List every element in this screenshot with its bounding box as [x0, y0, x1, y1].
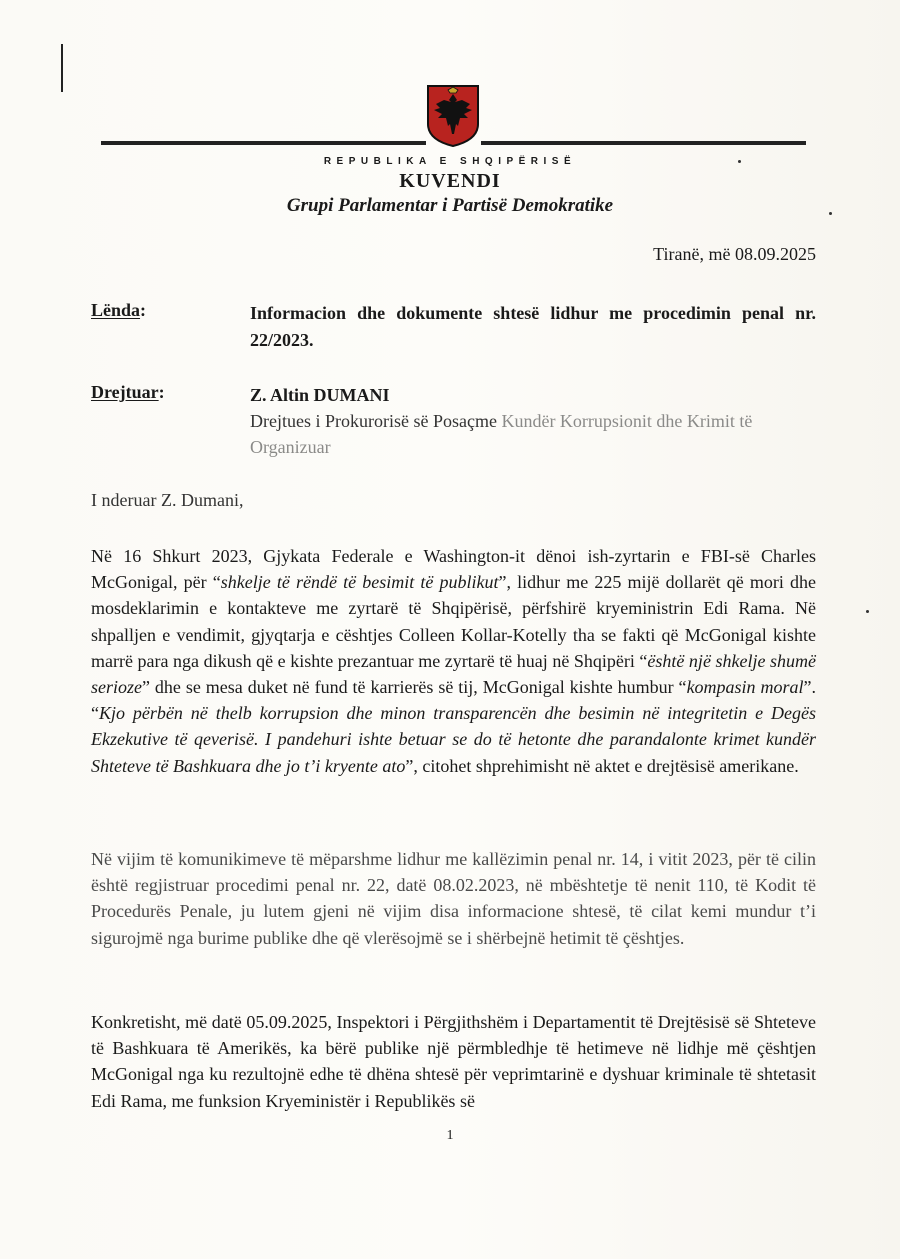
- paragraph-1: Në 16 Shkurt 2023, Gjykata Federale e Washington-it dënoi ish-zyrtarin e FBI-së Charles McGonigal, për “shkelje të rëndë të besimit të publikut”, lidhur me 225 mijë dollarët që mori dhe mosdeklarimin e kontakteve me zyrtarë të Shqipërisë, përfshirë kryeministrin Edi Rama. Në shpalljen e vendimit, gjyqtarja e cështjes Colleen Kollar-Kotelly tha se fakti që McGonigal kishte marrë para nga dikush që e kishte prezantuar me zyrtarë të huaj në Shqipëri “është një shkelje shumë serioze” dhe se mesa duket në fund të karrierës së tij, McGonigal kishte humbur “kompasin moral”. “Kjo përbën në thelb korrupsion dhe minon transparencën dhe besimin në integritetin e Degës Ekzekutive të qeverisë. I pandehuri ishte betuar se do të hetonte dhe parandalonte krimet kundër Shteteve të Bashkuara dhe jo t’i kryente ato”, citohet shprehimisht në aktet e drejtësisë amerikane.: [91, 546, 817, 776]
- addressee-label: Drejtuar:: [91, 382, 165, 402]
- document-date: Tiranë, më 08.09.2025: [653, 244, 816, 264]
- republic-header: REPUBLIKA E SHQIPËRISË: [323, 156, 577, 167]
- header-rule-left: [101, 141, 426, 145]
- scan-edge-mark: [61, 44, 63, 92]
- greeting: I nderuar Z. Dumani,: [91, 490, 244, 510]
- addressee-block: [250, 382, 816, 460]
- scan-speck: [866, 610, 869, 613]
- addressee-name: Z. Altin DUMANI: [250, 385, 390, 405]
- albanian-coat-of-arms-icon: [426, 84, 480, 148]
- subject-label: Lënda:: [91, 300, 147, 320]
- header-rule-right: [481, 141, 806, 145]
- page-number: 1: [446, 1128, 454, 1143]
- paragraph-2: Në vijim të komunikimeve të mëparshme lidhur me kallëzimin penal nr. 14, i vitit 2023, për të cilin është regjistruar procedimi penal nr. 22, datë 08.02.2023, në mbështetje të nenit 110, të Kodit të Procedurës Penale, ju lutem gjeni në vijim disa informacione shtesë, të cilat kemi mundur t’i sigurojmë nga burime publike dhe që vlerësojmë se i shërbejnë hetimit të çështjes.: [91, 849, 816, 948]
- institution-title: KUVENDI: [399, 170, 501, 192]
- paragraph-3: Konkretisht, më datë 05.09.2025, Inspektori i Përgjithshëm i Departamentit të Drejtësisë së Shteteve të Bashkuara të Amerikës, ka bërë publike një përmbledhje të hetimeve në lidhje më çështjen McGonigal nga ku rezultojnë edhe të dhëna shtesë për veprimtarinë e dyshuar kriminale të shtetasit Edi Rama, me funksion Kryeministër i Republikës së: [91, 1012, 816, 1111]
- addressee-role: Drejtues i Prokurorisë së Posaçme Kundër Korrupsionit dhe Krimit të Organizuar: [250, 411, 753, 457]
- scan-speck: [738, 160, 741, 163]
- scan-speck: [829, 212, 832, 215]
- parliamentary-group-title: Grupi Parlamentar i Partisë Demokratike: [286, 195, 614, 216]
- subject-text: Informacion dhe dokumente shtesë lidhur me procedimin penal nr. 22/2023.: [250, 303, 816, 350]
